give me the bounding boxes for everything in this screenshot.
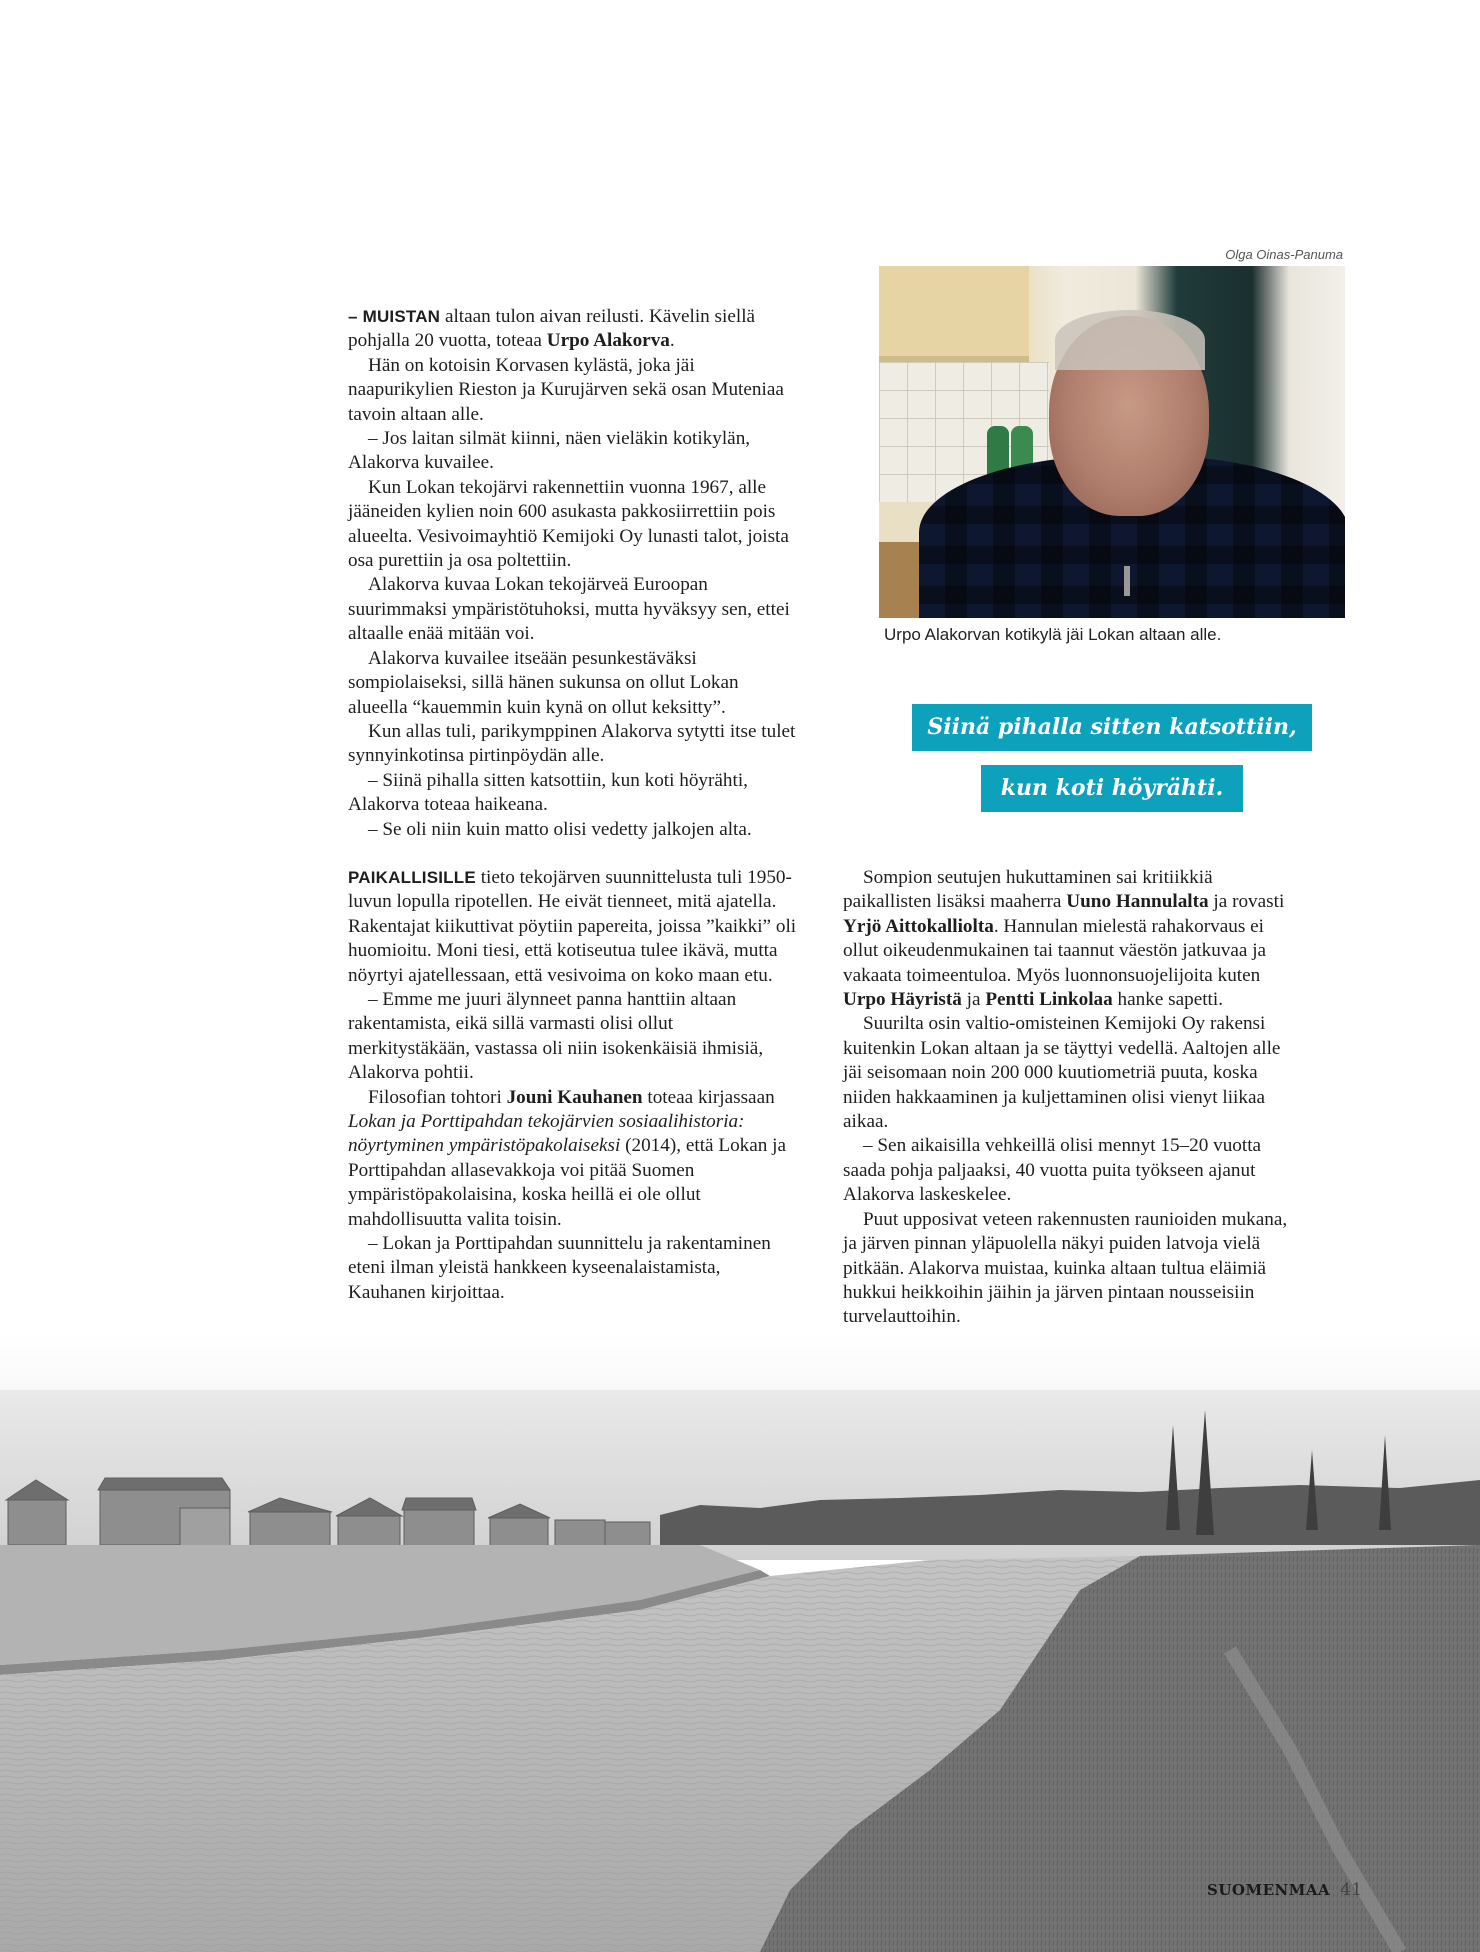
- quote-paragraph: – Jos laitan silmät kiinni, näen vieläkin kotikylän, Alakorva kuvailee.: [348, 428, 751, 474]
- river-landscape-photo: [0, 1330, 1480, 1952]
- page-footer: [1207, 1880, 1363, 1900]
- person-name: Urpo Alakorva: [546, 330, 670, 352]
- person-name: Jouni Kauhanen: [506, 1086, 643, 1108]
- article-column-right: [843, 866, 1295, 1330]
- paragraph: Kun Lokan tekojärvi rakennettiin vuonna 1967, alle jääneiden kylien noin 600 asukasta pakkosiirrettiin pois alueelta. Vesivoimayhtiö Kemijoki Oy lunasti talot, joista osa purettiin ja osa poltettiin.: [348, 476, 789, 572]
- article-column-left: [348, 305, 798, 1305]
- paragraph: Kun allas tuli, parikymppinen Alakorva sytytti itse tulet synnyinkotinsa pirtinpöydän alle.: [348, 720, 796, 767]
- paragraph: Puut upposivat veteen rakennusten raunioiden mukana, ja järven pinnan yläpuolella näkyi puiden latvoja vielä pitkään. Alakorva muistaa, kuinka altaan tultua eläimiä hukkui heikkoihin jäihin ja järven pintaan nousseisiin turvelauttoihin.: [843, 1208, 1288, 1328]
- paragraph: [348, 1086, 798, 1232]
- text: Filosofian tohtori: [368, 1086, 507, 1108]
- text: tieto tekojärven suunnittelusta tuli 1950-luvun lopulla ripotellen. He eivät tienneet, mitä ajatella. Rakentajat kiikuttivat pöytiin papereita, joissa ”kaikki” oli huomioitu. Moni tiesi, että kotiseutua tulee ikävä, mutta nöyrtyi ajatellessaan, että vesivoima on koko maan etu.: [348, 866, 797, 986]
- book-title: Lokan ja Porttipahdan tekojärvien sosiaalihistoria: nöyrtyminen ympäristöpakolaiseksi: [348, 1111, 745, 1157]
- person-name: Yrjö Aittokalliolta: [843, 915, 994, 937]
- text: Sompion seutujen hukuttaminen sai kritiikkiä paikallisten lisäksi maaherra: [843, 867, 1213, 913]
- man-hair: [1055, 310, 1205, 370]
- text: ja: [961, 989, 986, 1011]
- quote-paragraph: – Lokan ja Porttipahdan suunnittelu ja rakentaminen eteni ilman yleistä hankkeen kyseenalaistamista, Kauhanen kirjoittaa.: [348, 1233, 771, 1303]
- portrait-photo: [879, 266, 1345, 618]
- text: toteaa kirjassaan: [642, 1086, 775, 1108]
- top-fade: [0, 1330, 1480, 1390]
- paragraph: [843, 866, 1295, 1012]
- paragraph: [348, 305, 798, 354]
- quote-paragraph: – Siinä pihalla sitten katsottiin, kun koti höyrähti, Alakorva toteaa haikeana.: [348, 769, 748, 816]
- text: hanke sapetti.: [1112, 989, 1224, 1011]
- section-gap: [348, 842, 798, 866]
- lead-in: – MUISTAN: [348, 307, 441, 326]
- person-name: Urpo Häyristä: [843, 989, 962, 1011]
- text: ja rovasti: [1208, 891, 1285, 913]
- text: . Hannulan mielestä rahakorvaus ei ollut oikeudenmukainen tai taannut väestön jatkuvaa ja vakaata toimeentuloa. Myös luonnonsuojelijoita kuten: [843, 915, 1267, 986]
- paragraph: Suurilta osin valtio-omisteinen Kemijoki Oy rakensi kuitenkin Lokan altaan ja se täyttyi vedellä. Aaltojen alle jäi seisomaan noin 200 000 kuutiometriä puuta, koska niiden hakkaaminen ja kuljettaminen olisi vienyt liikaa aikaa.: [843, 1013, 1281, 1133]
- paragraph: Hän on kotoisin Korvasen kylästä, joka jäi naapurikylien Rieston ja Kurujärven sekä osan Muteniaa tavoin altaan alle.: [348, 354, 784, 425]
- lead-in: PAIKALLISILLE: [348, 867, 476, 887]
- person-name: Uuno Hannulalta: [1066, 891, 1209, 913]
- kitchen-cabinet: [879, 266, 1029, 362]
- paragraph: Alakorva kuvailee itseään pesunkestäväksi sompiolaiseksi, sillä hänen sukunsa on ollut Lokan alueella “kauemmin kuin kynä on ollut keksitty”.: [348, 647, 739, 718]
- text: .: [669, 330, 675, 352]
- magazine-name: SUOMENMAA: [1207, 1881, 1331, 1899]
- quote-paragraph: – Se oli niin kuin matto olisi vedetty jalkojen alta.: [368, 818, 752, 840]
- paragraph: Alakorva kuvaa Lokan tekojärveä Euroopan suurimmaksi ympäristötuhoksi, mutta hyväksyy sen, ettei altaalle enää mitään voi.: [348, 574, 790, 645]
- person-name: Pentti Linkolaa: [985, 989, 1113, 1011]
- pull-quote-line-1: Siinä pihalla sitten katsottiin,: [912, 704, 1312, 751]
- pull-quote-line-2: kun koti höyrähti.: [981, 765, 1243, 812]
- text: altaan tulon aivan reilusti. Kävelin siellä pohjalla 20 vuotta, toteaa: [348, 306, 756, 352]
- zipper: [1124, 566, 1130, 596]
- page-number: 41: [1340, 1880, 1363, 1900]
- quote-paragraph: – Sen aikaisilla vehkeillä olisi mennyt 15–20 vuotta saada pohja paljaaksi, 40 vuotta puita työkseen ajanut Alakorva laskeskelee.: [843, 1135, 1262, 1206]
- photo-credit: Olga Oinas-Panuma: [1225, 247, 1343, 262]
- photo-caption: Urpo Alakorvan kotikylä jäi Lokan altaan alle.: [884, 625, 1222, 644]
- paragraph: [348, 866, 798, 988]
- text: (2014), että Lokan ja Porttipahdan allasevakkoja voi pitää Suomen ympäristöpakolaisina, koska heillä ei ole ollut mahdollisuutta valita toisin.: [348, 1135, 787, 1230]
- quote-paragraph: – Emme me juuri älynneet panna hanttiin altaan rakentamista, eikä sillä varmasti olisi ollut merkitystäkään, vastassa oli niin isokenkäisiä ihmisiä, Alakorva pohtii.: [348, 988, 764, 1084]
